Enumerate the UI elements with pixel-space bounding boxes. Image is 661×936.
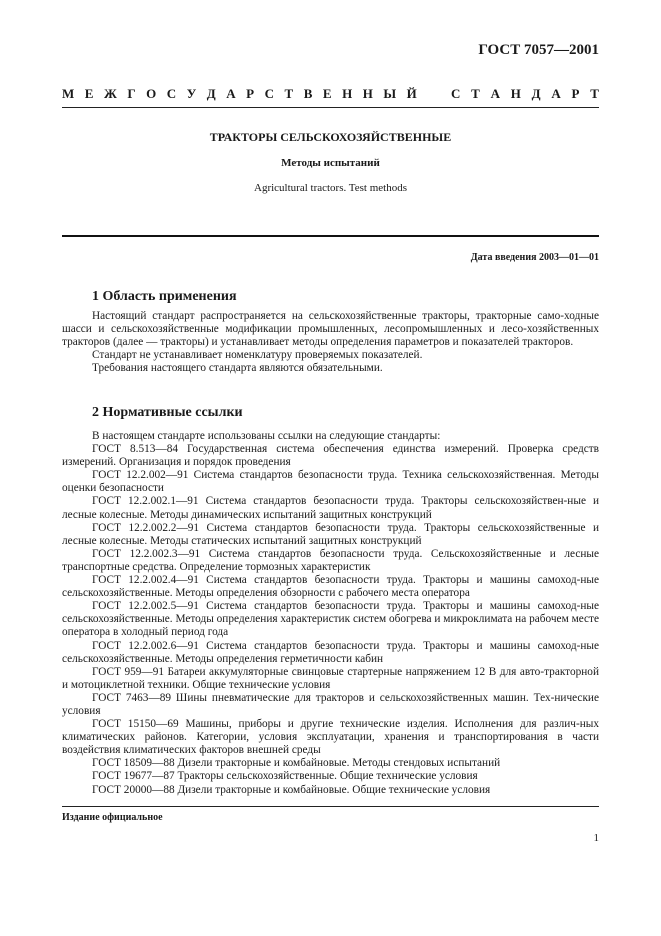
- footer-rule: [62, 806, 599, 807]
- reference-item: ГОСТ 12.2.002.2—91 Система стандартов безопасности труда. Тракторы сельскохозяйственные и лесные колесные. Методы статических испытаний защитных конструкций: [62, 521, 599, 547]
- banner-letter: Т: [284, 86, 294, 101]
- section-2-heading: 2 Нормативные ссылки: [92, 405, 243, 420]
- standard-word: [451, 86, 599, 102]
- banner-letter: Р: [571, 86, 580, 101]
- banner-letter: Н: [342, 86, 353, 101]
- reference-item: ГОСТ 8.513—84 Государственная система обеспечения единства измерений. Проверка средств измерений. Организация и порядок проведения: [62, 443, 599, 469]
- interstate-standard-banner: [62, 86, 599, 102]
- paragraph: Требования настоящего стандарта являются обязательными.: [92, 362, 383, 375]
- document-code: ГОСТ 7057—2001: [478, 42, 599, 58]
- official-edition-label: Издание официальное: [62, 812, 163, 823]
- banner-letter: Т: [471, 86, 480, 101]
- section-1-body: [62, 310, 599, 375]
- banner-letter: Е: [84, 86, 94, 101]
- banner-letter: В: [303, 86, 313, 101]
- paragraph: Настоящий стандарт распространяется на сельскохозяйственные тракторы, тракторные само-ходные шасси и сельскохозяйственные модификации промышленных, лесопромышленных и лесо-хозяйственных тракторов (далее — тракторы) и устанавливает методы определения параметров и показателей тракторов.: [62, 310, 599, 349]
- reference-item: ГОСТ 12.2.002.1—91 Система стандартов безопасности труда. Тракторы сельскохозяйствен-ные и лесные колесные. Методы динамических испытаний защитных конструкций: [62, 495, 599, 521]
- reference-item: ГОСТ 12.2.002.5—91 Система стандартов безопасности труда. Тракторы и машины самоход-ные сельскохозяйственные. Методы определения характеристик систем обогрева и микроклимата на рабочем месте оператора в холодный период года: [62, 600, 599, 639]
- paragraph: В настоящем стандарте использованы ссылки на следующие стандарты:: [92, 430, 441, 442]
- reference-item: ГОСТ 959—91 Батареи аккумуляторные свинцовые стартерные напряжением 12 В для авто-тракторной и мотоциклетной техники. Общие технические условия: [62, 665, 599, 691]
- section-2-body: [62, 430, 599, 797]
- section-1-heading: 1 Область применения: [92, 289, 237, 304]
- banner-letter: Ы: [383, 86, 397, 101]
- reference-item: ГОСТ 15150—69 Машины, приборы и другие технические изделия. Исполнения для различ-ных климатических районов. Категории, условия эксплуатации, хранения и транспортирования в части воздействия климатических факторов внешней среды: [62, 718, 599, 757]
- banner-letter: Т: [590, 86, 599, 101]
- banner-letter: Р: [246, 86, 255, 101]
- banner-letter: У: [186, 86, 197, 101]
- reference-item: ГОСТ 12.2.002.6—91 Система стандартов безопасности труда. Тракторы и машины самоход-ные сельскохозяйственные. Методы определения герметичности кабин: [62, 639, 599, 665]
- banner-letter: Й: [406, 86, 417, 101]
- banner-letter: Г: [127, 86, 136, 101]
- introduction-date: Дата введения 2003—01—01: [470, 252, 599, 263]
- banner-letter: С: [264, 86, 274, 101]
- banner-letter: А: [490, 86, 500, 101]
- banner-letter: Н: [510, 86, 521, 101]
- banner-letter: А: [551, 86, 561, 101]
- reference-item: ГОСТ 19677—87 Тракторы сельскохозяйственные. Общие технические условия: [92, 770, 478, 783]
- banner-letter: Д: [531, 86, 541, 101]
- reference-item: ГОСТ 18509—88 Дизели тракторные и комбайновые. Методы стендовых испытаний: [92, 757, 501, 770]
- banner-letter: О: [146, 86, 157, 101]
- banner-letter: Д: [206, 86, 216, 101]
- banner-letter: С: [166, 86, 177, 101]
- header-rule: [62, 107, 599, 108]
- paragraph: Стандарт не устанавливает номенклатуру проверяемых показателей.: [92, 349, 423, 362]
- page-number: 1: [593, 832, 599, 844]
- reference-item: ГОСТ 12.2.002.4—91 Система стандартов безопасности труда. Тракторы и машины самоход-ные сельскохозяйственные. Методы определения обзорности с рабочего места оператора: [62, 574, 599, 600]
- reference-item: ГОСТ 12.2.002.3—91 Система стандартов безопасности труда. Сельскохозяйственные и лесные транспортные средства. Определение тормозных характеристик: [62, 547, 599, 573]
- reference-item: ГОСТ 12.2.002—91 Система стандартов безопасности труда. Техника сельскохозяйственная. Методы оценки безопасности: [62, 469, 599, 495]
- title-divider: [62, 235, 599, 237]
- banner-letter: Е: [322, 86, 332, 101]
- banner-letter: Ж: [103, 86, 117, 101]
- banner-letter: А: [226, 86, 236, 101]
- interstate-word: [62, 86, 417, 102]
- banner-letter: С: [451, 86, 461, 101]
- banner-letter: Н: [362, 86, 373, 101]
- banner-letter: М: [62, 86, 75, 101]
- reference-item: ГОСТ 20000—88 Дизели тракторные и комбайновые. Общие технические условия: [92, 783, 491, 796]
- reference-item: ГОСТ 7463—89 Шины пневматические для тракторов и сельскохозяйственных машин. Тех-нические условия: [62, 691, 599, 717]
- document-subtitle: Методы испытаний: [281, 157, 380, 169]
- english-title: Agricultural tractors. Test methods: [254, 182, 407, 194]
- document-title: ТРАКТОРЫ СЕЛЬСКОХОЗЯЙСТВЕННЫЕ: [209, 130, 452, 144]
